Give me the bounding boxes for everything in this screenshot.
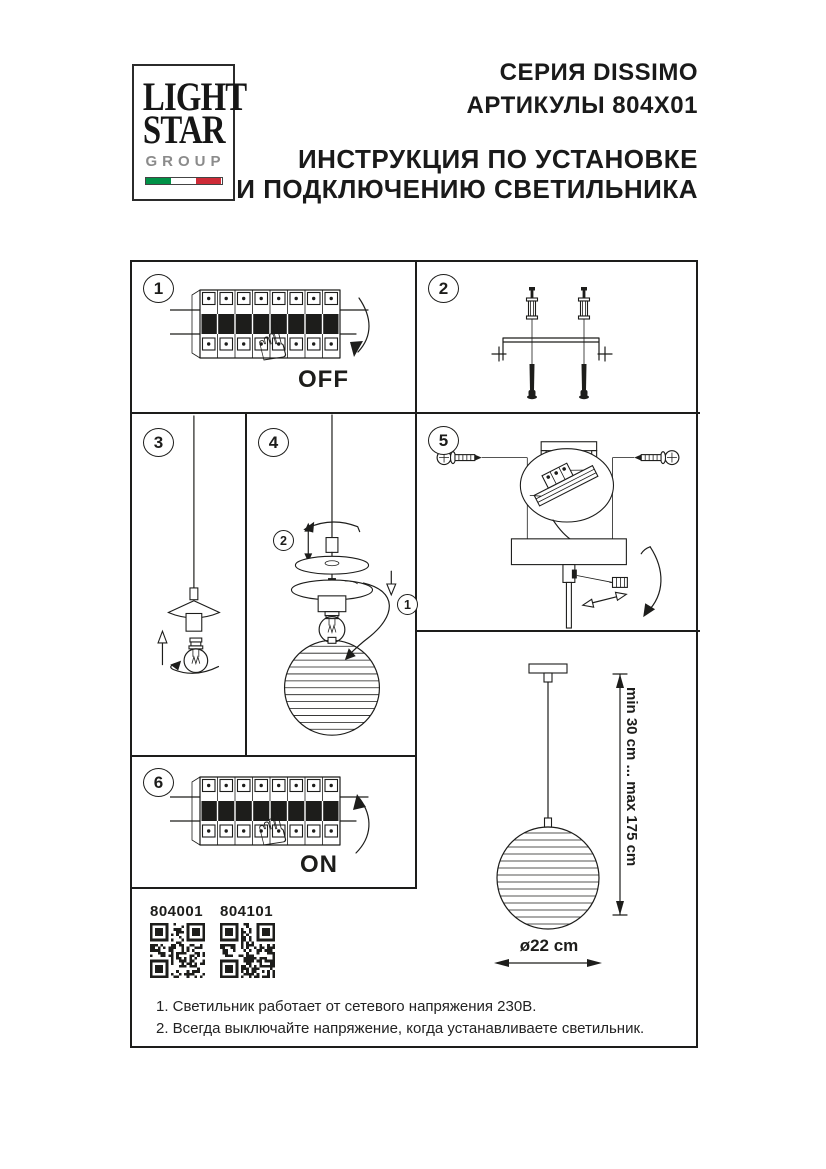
arrow-up-icon [158, 631, 167, 664]
logo-group: GROUP [145, 153, 226, 170]
flag-green [146, 178, 171, 184]
step5-canopy-drawing [417, 414, 700, 630]
rotate-arrow-icon [641, 547, 661, 617]
note-2: 2. Всегда выключайте напряжение, когда устанавливаете светильник. [156, 1020, 645, 1037]
step-1-panel [132, 262, 417, 414]
step3-pendant-drawing [132, 414, 245, 755]
step-number-2: 2 [428, 274, 459, 303]
step-number-1: 1 [143, 274, 174, 303]
lightstar-logo [132, 64, 247, 201]
off-label: OFF [298, 366, 349, 393]
canopy-icon [529, 664, 567, 673]
step4-assembly-drawing [247, 414, 415, 755]
step-5-panel [417, 414, 700, 632]
qr-code-804101 [220, 923, 275, 978]
callout-1: 1 [397, 594, 418, 615]
pointing-hand-icon: ☝ [249, 796, 294, 860]
upper-disc-icon [295, 556, 368, 574]
screw-icon [634, 451, 679, 465]
globe-shade-icon [277, 637, 388, 735]
arrow-diagonal-icon [583, 592, 627, 607]
on-label: ON [300, 851, 338, 878]
instruction-title-line1: ИНСТРУКЦИЯ ПО УСТАНОВКЕ [297, 144, 698, 174]
arrow-down-icon [387, 571, 396, 595]
step-number-5: 5 [428, 426, 459, 455]
canopy-icon [511, 539, 626, 565]
grub-screw-icon [610, 577, 628, 587]
step-2-panel [417, 262, 700, 414]
pointing-hand-icon: ☝ [249, 311, 294, 375]
globe-shade-icon [493, 827, 603, 929]
step2-bracket-drawing [417, 262, 700, 412]
stem-rod-icon [566, 582, 571, 628]
wall-anchor-icon [579, 287, 590, 319]
note-1: 1. Светильник работает от сетевого напряжения 230В. [156, 998, 537, 1015]
bulb-icon [184, 638, 208, 672]
series-title: СЕРИЯ DISSIMO [499, 59, 698, 86]
logo-star: STAR [142, 107, 225, 152]
logo-light: LIGHT [142, 74, 247, 119]
dimension-drawing [417, 632, 700, 1050]
rotate-arrow-icon [170, 661, 218, 674]
safety-notes [156, 996, 691, 1040]
terminal-detail-balloon [520, 449, 613, 541]
suspension-length-label: min 30 cm ... max 175 cm [623, 687, 640, 867]
articles-title: АРТИКУЛЫ 804X01 [466, 92, 698, 119]
screw-icon [579, 364, 589, 399]
step-number-6: 6 [143, 768, 174, 797]
step-4-panel [247, 414, 417, 757]
step-number-3: 3 [143, 428, 174, 457]
qr-code-804001 [150, 923, 205, 978]
italian-flag-icon [145, 177, 223, 185]
horizontal-dimension-line [494, 959, 602, 967]
flag-red [196, 178, 221, 184]
instruction-frame [130, 260, 698, 1048]
wall-anchor-icon [527, 287, 538, 319]
diameter-label: ø22 cm [519, 936, 579, 955]
callout-2: 2 [273, 530, 294, 551]
document-title-block [236, 56, 698, 204]
instruction-title-line2: И ПОДКЛЮЧЕНИЮ СВЕТИЛЬНИКА [236, 174, 698, 204]
article-code-804001: 804001 [150, 903, 204, 920]
flag-white [171, 178, 196, 184]
screw-icon [527, 364, 537, 399]
dimensions-region [417, 632, 700, 1050]
step-number-4: 4 [258, 428, 289, 457]
step-3-panel [132, 414, 247, 757]
step-6-panel [132, 757, 417, 889]
article-code-804101: 804101 [220, 903, 274, 920]
